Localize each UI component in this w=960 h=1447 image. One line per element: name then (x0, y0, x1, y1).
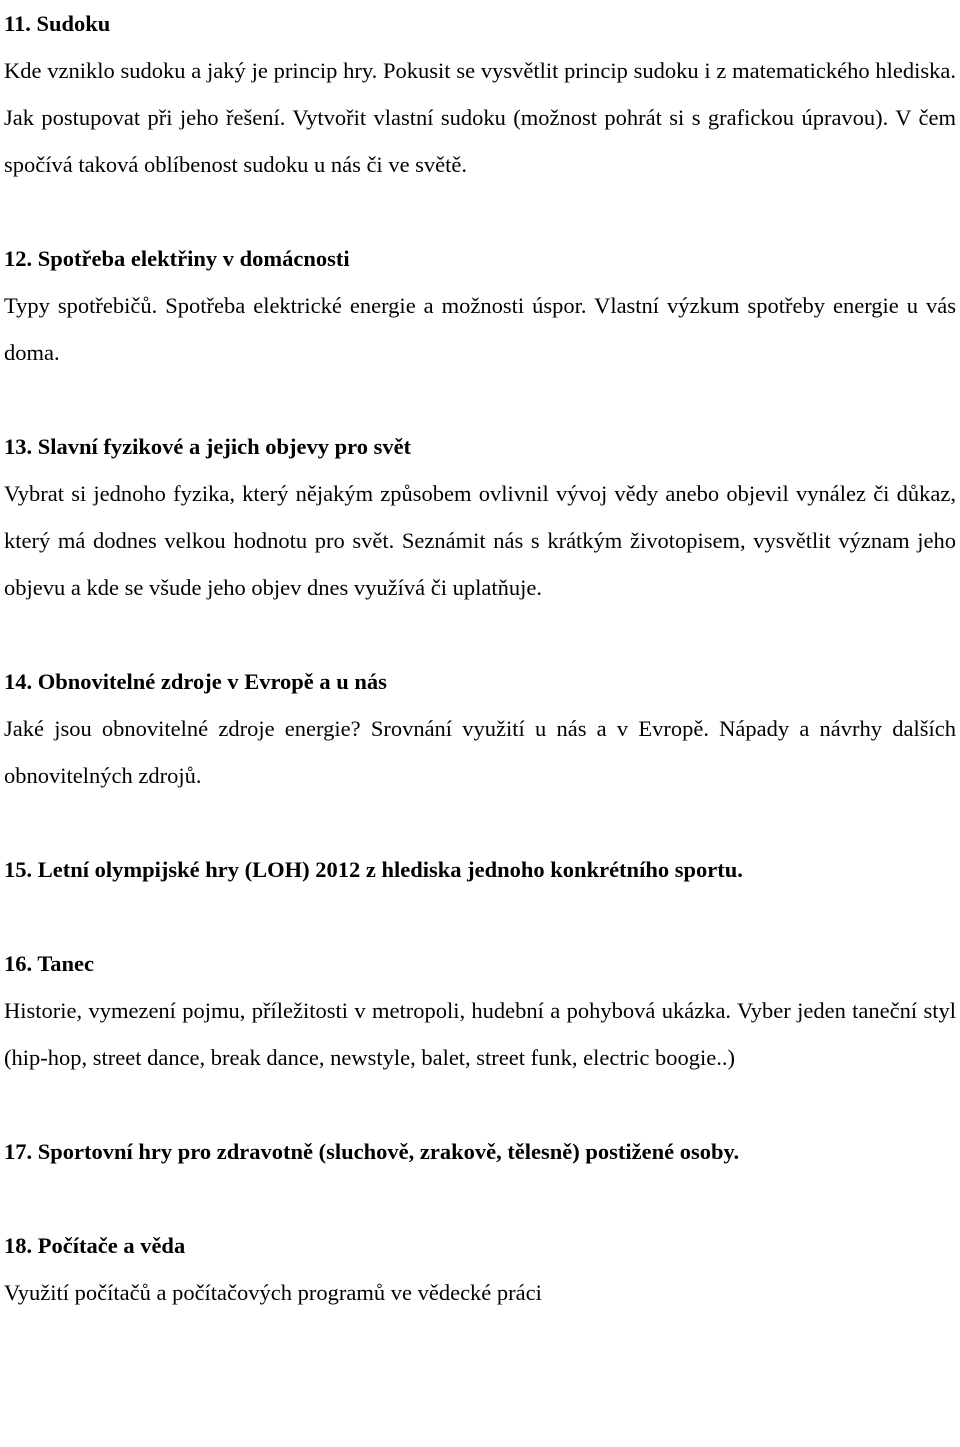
section-title: 18. Počítače a věda (4, 1233, 186, 1258)
section-16-tanec (4, 940, 956, 1081)
section-body: Vybrat si jednoho fyzika, který nějakým způsobem ovlivnil vývoj vědy anebo objevil vynález či důkaz, který má dodnes velkou hodnotu pro svět. Seznámit nás s krátkým životopisem, vysvětlit význam jeho objevu a kde se všude jeho objev dnes využívá či uplatňuje. (4, 481, 956, 600)
section-17-sportovni-hry (4, 1128, 956, 1175)
section-title: 12. Spotřeba elektřiny v domácnosti (4, 246, 350, 271)
section-gap (4, 893, 956, 940)
section-12-spotreba-elektriny (4, 235, 956, 376)
section-gap (4, 799, 956, 846)
section-title: 15. Letní olympijské hry (LOH) 2012 z hlediska jednoho konkrétního sportu. (4, 857, 743, 882)
section-body: Typy spotřebičů. Spotřeba elektrické energie a možnosti úspor. Vlastní výzkum spotřeby energie u vás doma. (4, 293, 956, 365)
section-title: 14. Obnovitelné zdroje v Evropě a u nás (4, 669, 387, 694)
section-body: Kde vzniklo sudoku a jaký je princip hry. Pokusit se vysvětlit princip sudoku i z matematického hlediska. Jak postupovat při jeho řešení. Vytvořit vlastní sudoku (možnost pohrát si s grafickou úpravou). V čem spočívá taková oblíbenost sudoku u nás či ve světě. (4, 58, 956, 177)
section-gap (4, 1175, 956, 1222)
section-title: 13. Slavní fyzikové a jejich objevy pro svět (4, 434, 412, 459)
section-14-obnovitelne-zdroje (4, 658, 956, 799)
section-title: 16. Tanec (4, 951, 95, 976)
section-15-loh-2012 (4, 846, 956, 893)
section-body: Využití počítačů a počítačových programů ve vědecké práci (4, 1280, 542, 1305)
section-body: Jaké jsou obnovitelné zdroje energie? Srovnání využití u nás a v Evropě. Nápady a návrhy dalších obnovitelných zdrojů. (4, 716, 956, 788)
section-11-sudoku (4, 0, 956, 188)
section-gap (4, 1081, 956, 1128)
section-13-slavni-fyzikove (4, 423, 956, 611)
section-gap (4, 188, 956, 235)
section-gap (4, 611, 956, 658)
section-title: 17. Sportovní hry pro zdravotně (sluchově, zrakově, tělesně) postižené osoby. (4, 1139, 740, 1164)
section-18-pocitace-a-veda (4, 1222, 956, 1316)
section-gap (4, 376, 956, 423)
section-body: Historie, vymezení pojmu, příležitosti v metropoli, hudební a pohybová ukázka. Vyber jeden taneční styl (hip-hop, street dance, break dance, newstyle, balet, street funk, electric boogie..) (4, 998, 956, 1070)
section-title: 11. Sudoku (4, 11, 111, 36)
